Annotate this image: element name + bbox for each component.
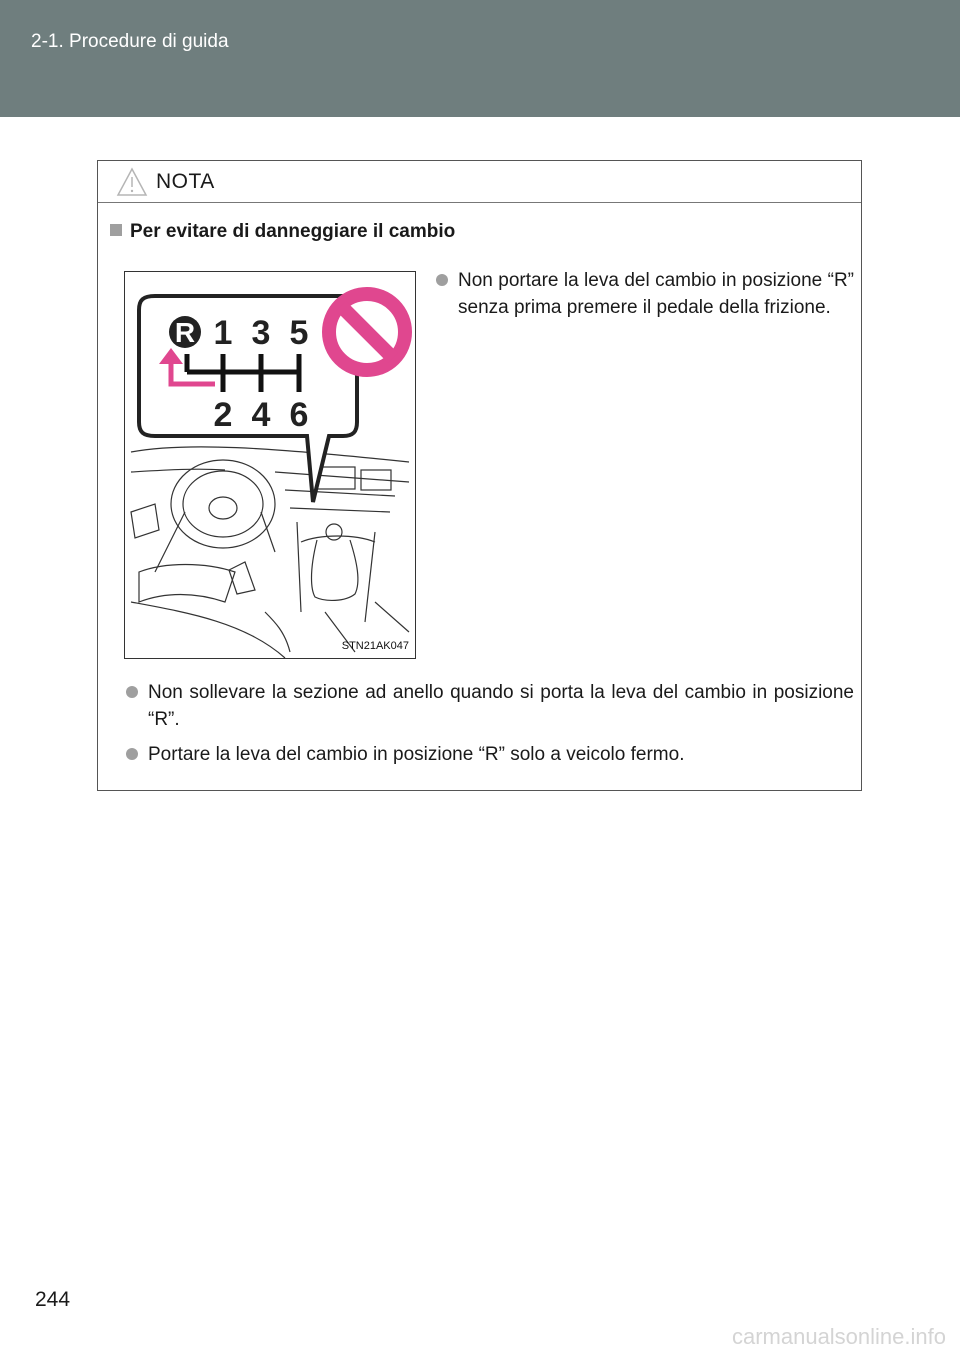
round-bullet-icon xyxy=(126,748,138,760)
round-bullet-icon xyxy=(436,274,448,286)
gear-label-r: R xyxy=(174,317,196,348)
square-bullet-icon xyxy=(110,224,122,236)
list-item xyxy=(126,741,854,768)
watermark: carmanualsonline.info xyxy=(731,1324,946,1349)
chapter-title: 2-1. Procedure di guida xyxy=(31,31,229,52)
page-header xyxy=(0,0,960,117)
gear-label-6: 6 xyxy=(289,396,309,434)
gear-label-1: 1 xyxy=(213,314,233,352)
page-number: 244 xyxy=(35,1288,71,1311)
warning-icon xyxy=(116,167,148,197)
gear-label-3: 3 xyxy=(251,314,271,352)
list-item-text: Portare la leva del cambio in posizione “R” solo a veicolo fermo. xyxy=(148,744,685,765)
list-item xyxy=(126,679,854,733)
illustration-svg xyxy=(125,272,415,658)
figure-code: STN21AK047 xyxy=(341,640,409,652)
note-title: NOTA xyxy=(156,170,215,193)
gear-label-5: 5 xyxy=(289,314,309,352)
section-heading xyxy=(110,221,455,243)
list-item-text: Non portare la leva del cambio in posizione “R” senza prima premere il pedale della frizione. xyxy=(458,270,854,318)
gear-label-4: 4 xyxy=(251,396,271,434)
gearshift-illustration xyxy=(124,271,416,659)
note-box xyxy=(97,160,862,791)
list-item-text: Non sollevare la sezione ad anello quando si porta la leva del cambio in posizione “R”. xyxy=(148,682,854,730)
section-title: Per evitare di danneggiare il cambio xyxy=(130,221,456,242)
prohibition-icon xyxy=(329,294,405,370)
round-bullet-icon xyxy=(126,686,138,698)
list-item xyxy=(436,267,854,321)
gear-label-2: 2 xyxy=(213,396,233,434)
note-header xyxy=(98,161,861,203)
interior-drawing xyxy=(131,447,409,658)
